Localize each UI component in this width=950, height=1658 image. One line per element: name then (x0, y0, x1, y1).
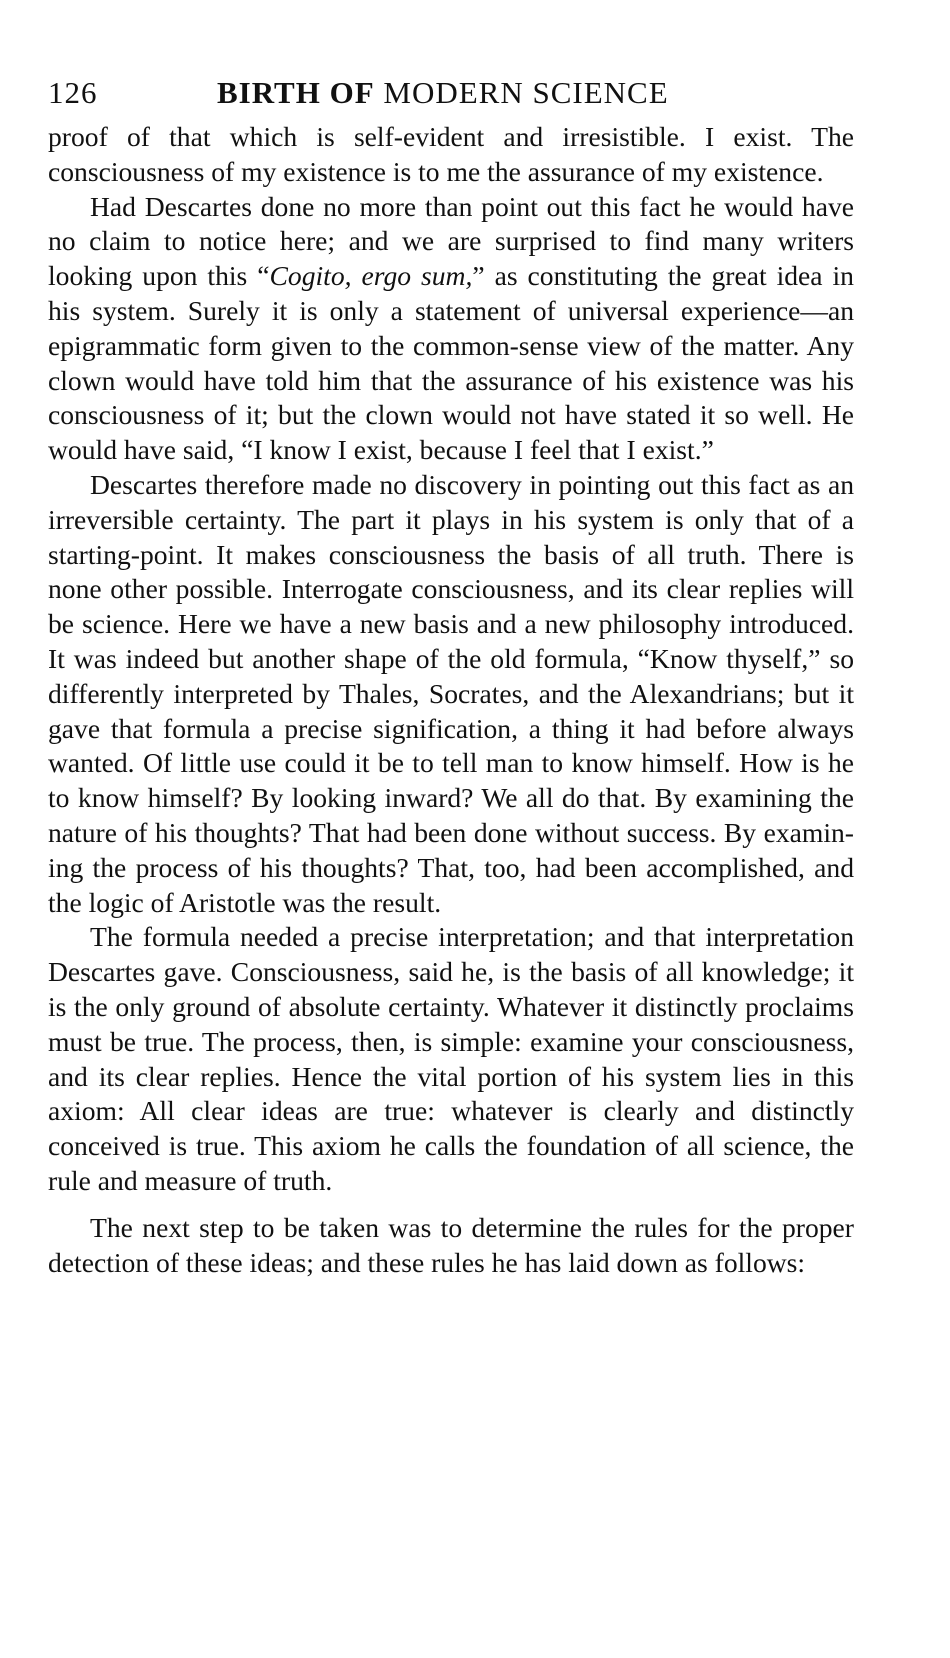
paragraph-cogito (48, 190, 854, 468)
running-title (217, 70, 669, 116)
paragraph-cogito-start: Had Descartes done no more than point out this fact he would have no claim to notice here; and we are surprised to find many writers looking upon this “ (48, 190, 854, 292)
page-number: 126 (48, 75, 98, 110)
cogito-quote: Cogito, ergo sum, (269, 260, 473, 292)
running-head (48, 70, 854, 116)
book-page (48, 70, 854, 1280)
paragraph-continuation: proof of that which is self-evident and irresistible. I exist. The consciousness of my existence is to me the assurance of my existence. (48, 121, 854, 187)
paragraph-cogito-end: ” as constituting the great idea in his system. Surely it is only a statement of universal experience—an epigrammatic form given to the common-sense view of the matter. Any clown would have told him that the assurance of his existence was his consciousness of it; but the clown would not have stated it so well. He would have said, “I know I exist, because I feel that I exist.” (48, 260, 854, 466)
paragraph-starting-point: Descartes therefore made no discovery in pointing out this fact as an irreversible certainty. The part it plays in his system is only that of a starting-point. It makes consciousness the basis of all truth. There is none other possible. Interrogate consciousness, and its clear replies will be science. Here we have a new basis and a new philosophy introduced. It was indeed but another shape of the old formula, “Know thyself,” so differently interpreted by Thales, Socrates, and the Alexandrians; but it gave that formula a precise signification, a thing it had before always wanted. Of little use could it be to tell man to know himself. How is he to know himself? By looking inward? We all do that. By examining the nature of his thoughts? That had been done without success. By examining the process of his thoughts? That, too, had been accomplished, and the logic of Aristotle was the result. (48, 468, 854, 918)
running-title-rest: MODERN SCIENCE (383, 75, 669, 110)
body-text (48, 120, 854, 1280)
paragraph-next-step: The next step to be taken was to determine the rules for the proper detection of these ideas; and these rules he has laid down as follows: (48, 1211, 854, 1278)
paragraph-formula: The formula needed a precise interpretation; and that interpretation Descartes gave. Consciousness, said he, is the basis of all knowledge; it is the only ground of absolute certainty. Whatever it distinctly proclaims must be true. The process, then, is simple: examine your consciousness, and its clear replies. Hence the vital portion of his system lies in this axiom: All clear ideas are true: whatever is clearly and distinctly conceived is true. This axiom he calls the foundation of all science, the rule and measure of truth. (48, 921, 854, 1196)
running-title-bold: BIRTH OF (217, 75, 375, 110)
